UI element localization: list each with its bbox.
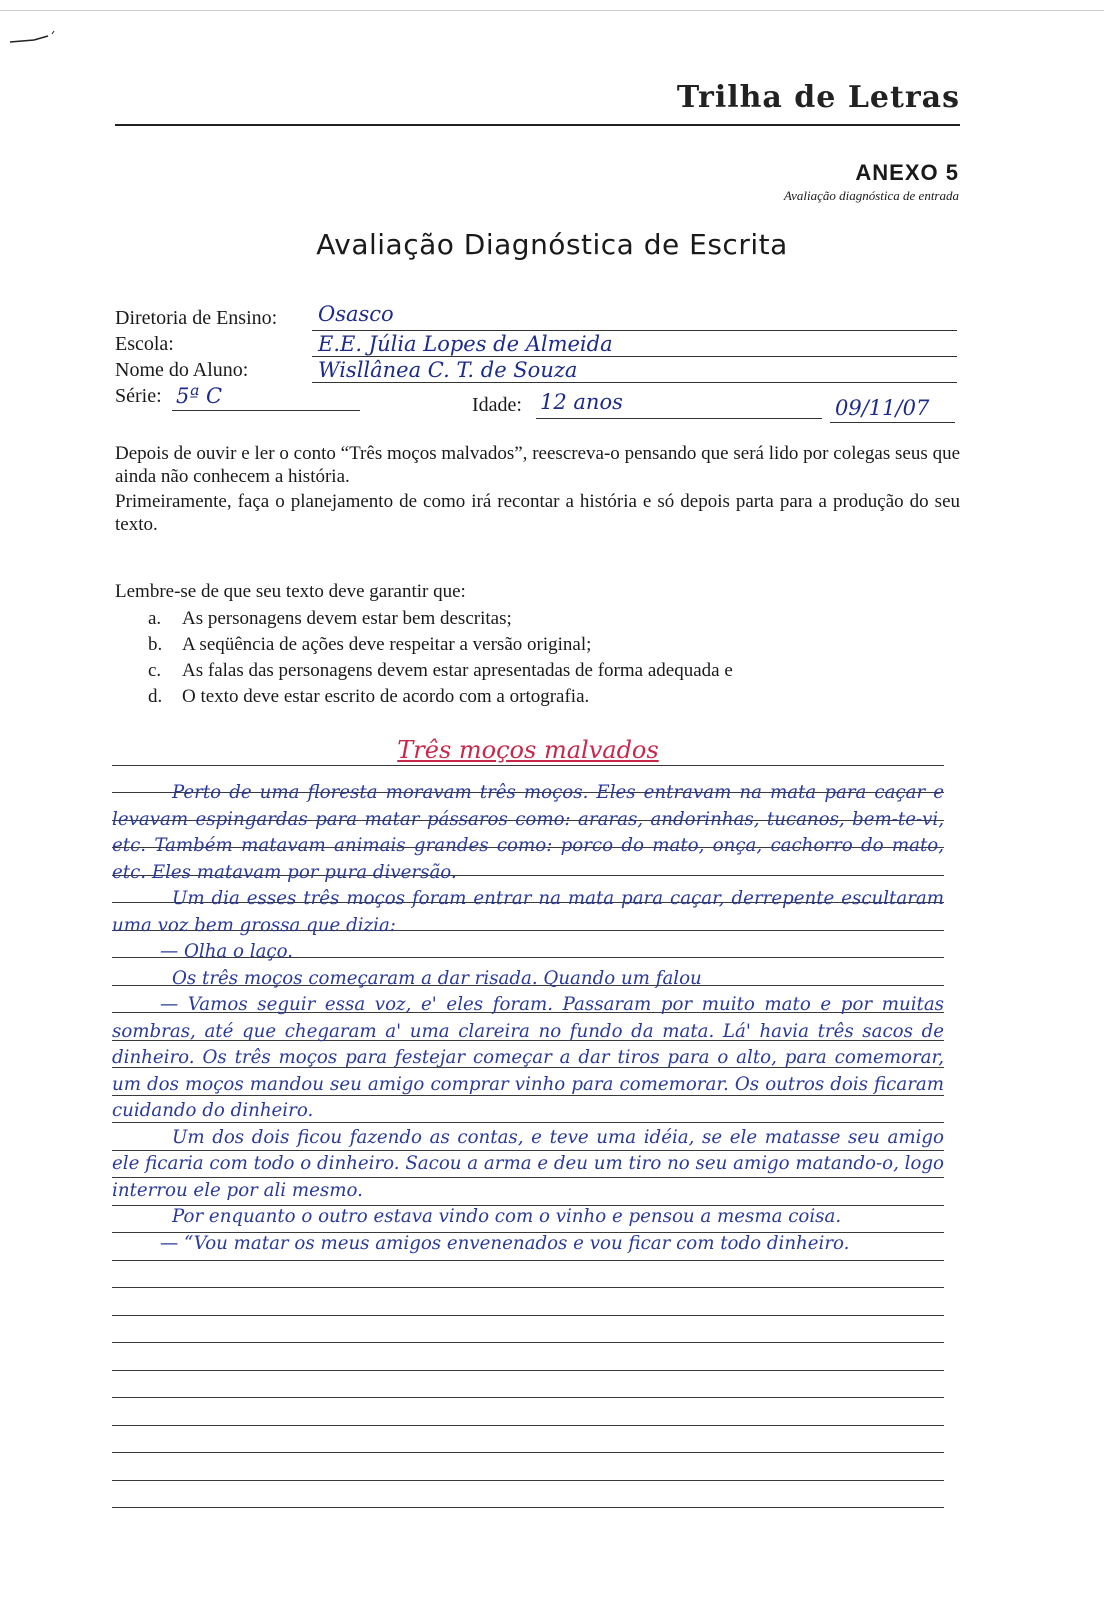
criteria-letter: c. <box>148 660 162 681</box>
brand-rule <box>115 124 960 126</box>
escola-label: Escola: <box>115 333 174 355</box>
essay-body <box>112 780 944 1257</box>
criteria-text: O texto deve estar escrito de acordo com a ortografia. <box>182 686 590 707</box>
diretoria-value: Osasco <box>318 302 394 326</box>
ruled-line <box>112 1288 944 1316</box>
escola-line <box>312 356 957 357</box>
serie-line <box>172 410 360 411</box>
criteria-letter: d. <box>148 686 163 707</box>
instruction-paragraph-1: Depois de ouvir e ler o conto “Três moços malvados”, reescreva-o pensando que será lido por colegas seus que ainda não conhecem a história. <box>115 443 960 487</box>
scan-edge <box>0 10 1104 11</box>
criteria-letter: b. <box>148 634 163 655</box>
essay-paragraph: Os três moços começaram a dar risada. Quando um falou <box>172 967 702 989</box>
brand-header <box>115 80 960 130</box>
criteria-item <box>148 632 591 658</box>
criteria-item <box>148 658 733 684</box>
essay-title: Três moços malvados <box>397 736 659 764</box>
escola-value: E.E. Júlia Lopes de Almeida <box>318 332 613 356</box>
ruled-line <box>112 1343 944 1371</box>
date-value: 09/11/07 <box>835 396 930 420</box>
essay-paragraph: Perto de uma floresta moravam três moços. Eles entravam na mata para caçar e levavam espingardas para matar pássaros como: araras, andorinhas, tucanos, bem-te-vi, etc. Também matavam animais grandes como: porco do mato, onça, cachorro do mato, etc. Eles matavam por pura diversão. <box>112 782 944 883</box>
ruled-line <box>112 1261 944 1289</box>
ruled-line <box>112 1316 944 1344</box>
criteria-text: A seqüência de ações deve respeitar a versão original; <box>182 634 592 655</box>
ruled-line <box>112 1426 944 1454</box>
pen-mark-icon <box>8 30 56 50</box>
ruled-line <box>112 1453 944 1481</box>
idade-label: Idade: <box>472 394 522 416</box>
ruled-line <box>112 1481 944 1509</box>
criteria-item <box>148 606 512 632</box>
aluno-label: Nome do Aluno: <box>115 359 249 381</box>
essay-paragraph: — “Vou matar os meus amigos envenenados e vou ficar com todo dinheiro. <box>160 1232 850 1254</box>
ruled-line <box>112 1398 944 1426</box>
ruled-line <box>112 1371 944 1399</box>
essay-paragraph: Um dos dois ficou fazendo as contas, e teve uma idéia, se ele matasse seu amigo ele ficaria com todo o dinheiro. Sacou a arma e deu um tiro no seu amigo matando-o, logo interrou ele por ali mesmo. <box>112 1126 944 1201</box>
serie-value: 5ª C <box>176 384 223 408</box>
criteria-text: As falas das personagens devem estar apresentadas de forma adequada e <box>182 660 733 681</box>
aluno-line <box>312 382 957 383</box>
date-line <box>830 422 955 423</box>
essay-paragraph: Por enquanto o outro estava vindo com o vinho e pensou a mesma coisa. <box>172 1206 842 1227</box>
annex-subtitle: Avaliação diagnóstica de entrada <box>783 188 959 203</box>
aluno-value: Wisllânea C. T. de Souza <box>318 358 578 382</box>
brand-logo: Trilha de Letras <box>676 80 960 115</box>
idade-value: 12 anos <box>540 390 623 414</box>
annex-label: ANEXO 5 <box>855 160 959 185</box>
criteria-text: As personagens devem estar bem descritas; <box>182 608 512 629</box>
criteria-intro: Lembre-se de que seu texto deve garantir que: <box>115 581 466 602</box>
idade-line <box>536 418 822 419</box>
serie-label: Série: <box>115 385 162 407</box>
instruction-paragraph-2: Primeiramente, faça o planejamento de como irá recontar a história e só depois parta para a produção do seu texto. <box>115 491 960 535</box>
essay-paragraph: — Vamos seguir essa voz, e' eles foram. Passaram por muito mato e por muitas sombras, até que chegaram a' uma clareira no fundo da mata. Lá' havia três sacos de dinheiro. Os três moços para festejar começar a dar tiros para o alto, para comemorar, um dos moços mandou seu amigo comprar vinho para comemorar. Os outros dois ficaram cuidando do dinheiro. <box>112 994 944 1121</box>
criteria-letter: a. <box>148 608 162 629</box>
essay-paragraph: — Olha o laço. <box>160 941 294 962</box>
diretoria-line <box>312 330 957 331</box>
essay-paragraph: Um dia esses três moços foram entrar na mata para caçar, derrepente escultaram uma voz bem grossa que dizia: <box>112 888 944 936</box>
page-title: Avaliação Diagnóstica de Escrita <box>316 228 788 261</box>
criteria-item <box>148 684 589 710</box>
diretoria-label: Diretoria de Ensino: <box>115 307 278 329</box>
